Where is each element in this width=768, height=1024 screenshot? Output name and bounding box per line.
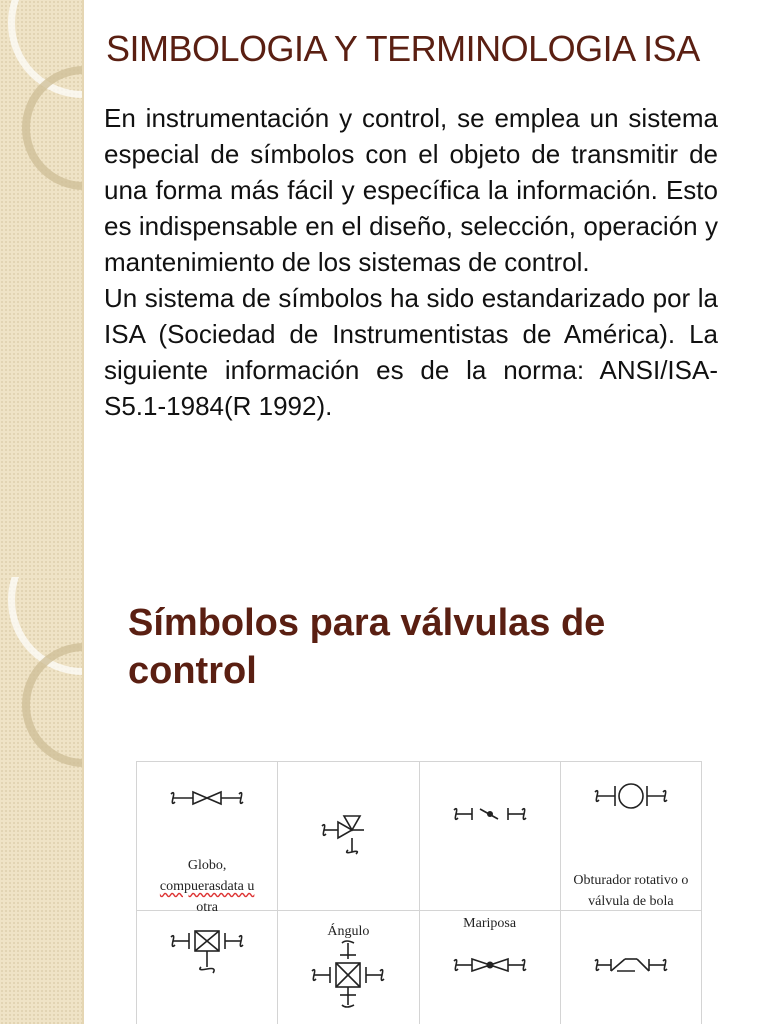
globe-valve-icon [167, 784, 247, 812]
symbol-caption: Globo, [187, 858, 227, 873]
decorative-sidebar [0, 577, 84, 1024]
table-cell [137, 762, 278, 915]
table-row [137, 762, 702, 911]
decorative-ring [22, 66, 84, 190]
symbol-caption: Mariposa [463, 916, 517, 931]
angle-valve-icon [318, 808, 378, 868]
table-cell [560, 911, 701, 1024]
slide-title: SIMBOLOGIA Y TERMINOLOGIA ISA [106, 28, 700, 69]
symbol-caption: Obturador rotativo o [573, 873, 689, 888]
symbol-caption: otra [196, 900, 218, 915]
ball-valve-icon [591, 778, 671, 814]
decorative-ring [22, 643, 84, 767]
valve-symbol-table [136, 761, 702, 1024]
table-cell [278, 762, 419, 939]
table-cell [560, 762, 701, 911]
paragraph: En instrumentación y control, se emplea un sistema especial de símbolos con el objeto de transmitir de una forma más fácil y específica la información. Esto es indispensable en el diseño, selección, operación y mantenimiento de los sistemas de control. [104, 103, 718, 277]
valve-type-8-icon [591, 951, 671, 979]
symbol-caption: compuerasdata u [159, 879, 255, 894]
three-way-valve-icon [167, 927, 247, 979]
body-text [104, 100, 718, 424]
valve-type-7-icon [450, 951, 530, 979]
slide-valve-symbols [0, 577, 768, 1024]
paragraph: Un sistema de símbolos ha sido estandarizado por la ISA (Sociedad de Instrumentistas de América). La siguiente información es de la norma: ANSI/ISA-S5.1-1984(R 1992). [104, 283, 718, 421]
table-cell [419, 762, 560, 931]
decorative-sidebar [0, 0, 84, 577]
butterfly-valve-icon [450, 800, 530, 828]
symbol-caption: Ángulo [327, 924, 370, 939]
slide-title: Símbolos para válvulas de control [128, 602, 606, 692]
four-way-valve-icon [308, 937, 388, 1013]
table-cell [137, 911, 278, 1024]
symbol-caption: válvula de bola [588, 894, 674, 909]
